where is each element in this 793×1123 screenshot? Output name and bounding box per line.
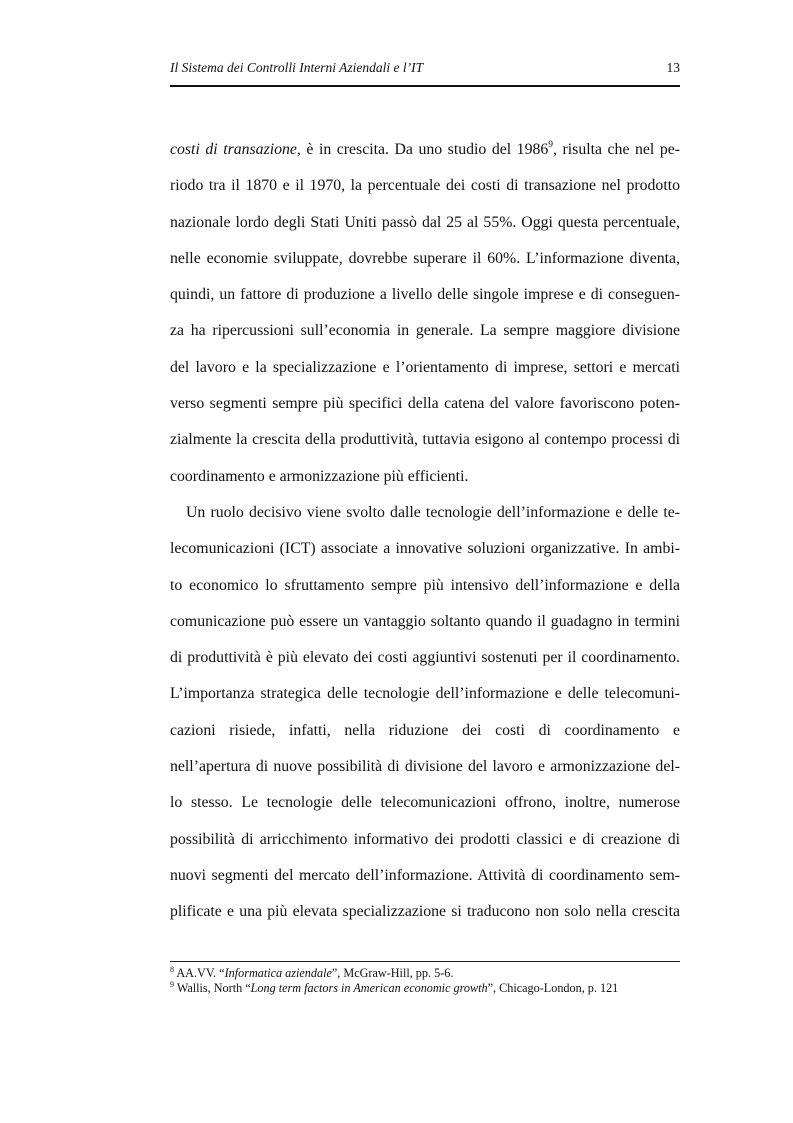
footnote-number: 8 <box>170 965 174 974</box>
footnote-title: Long term factors in American economic growth <box>250 981 488 995</box>
text-run: , risulta che nel pe- <box>553 141 681 158</box>
footnote-number: 9 <box>170 980 174 989</box>
paragraph1-line: za ha ripercussioni sull’economia in generale. La sempre maggiore divisione <box>170 322 680 340</box>
running-header <box>170 60 680 80</box>
text-run: ”, Chicago-London, p. 121 <box>487 981 619 995</box>
paragraph2-line: L’importanza strategica delle tecnologie dell’informazione e delle telecomuni- <box>170 685 680 703</box>
footnote-title: Informatica aziendale <box>224 966 332 980</box>
paragraph1-line: zialmente la crescita della produttività, tuttavia esigono al contempo processi di <box>170 431 680 449</box>
paragraph2-line: comunicazione può essere un vantaggio soltanto quando il guadagno in termini <box>170 612 680 630</box>
footnote-rule <box>170 961 680 962</box>
paragraph2-line: lo stesso. Le tecnologie delle telecomunicazioni offrono, inoltre, numerose <box>170 794 680 812</box>
paragraph2-line: lecomunicazioni (ICT) associate a innovative soluzioni organizzative. In ambi- <box>170 540 680 558</box>
italic-term: costi di transazione <box>170 141 297 158</box>
footnote-9 <box>170 981 690 996</box>
paragraph2-line: plificate e una più elevata specializzazione si traducono non solo nella crescita <box>170 903 680 921</box>
paragraph1-line: nazionale lordo degli Stati Uniti passò dal 25 al 55%. Oggi questa percentuale, <box>170 213 680 231</box>
paragraph1-line: verso segmenti sempre più specifici della catena del valore favoriscono poten- <box>170 395 680 413</box>
footnote-ref-9: 9 <box>548 140 554 150</box>
text-run: , è in crescita. Da uno studio del 1986 <box>296 141 549 158</box>
paragraph1-line: riodo tra il 1870 e il 1970, la percentuale dei costi di transazione nel prodotto <box>170 177 680 195</box>
paragraph1-line: del lavoro e la specializzazione e l’orientamento di imprese, settori e mercati <box>170 358 680 376</box>
paragraph2-line: nell’apertura di nuove possibilità di divisione del lavoro e armonizzazione del- <box>170 758 680 776</box>
paragraph2-line: cazioni risiede, infatti, nella riduzione dei costi di coordinamento e <box>170 721 680 739</box>
header-rule <box>170 85 680 87</box>
paragraph1-line <box>170 132 680 168</box>
paragraph1-line: nelle economie sviluppate, dovrebbe superare il 60%. L’informazione diventa, <box>170 249 680 267</box>
running-title: Il Sistema dei Controlli Interni Aziendali e l’IT <box>170 60 424 75</box>
text-run: ”, McGraw-Hill, pp. 5-6. <box>331 966 454 980</box>
paragraph2-line: Un ruolo decisivo viene svolto dalle tecnologie dell’informazione e delle te- <box>186 503 680 521</box>
text-run: Wallis, North “ <box>174 981 251 995</box>
paragraph2-line: to economico lo sfruttamento sempre più intensivo dell’informazione e della <box>170 576 680 594</box>
paragraph1-line: quindi, un fattore di produzione a livello delle singole imprese e di conseguen- <box>170 286 680 304</box>
text-run: AA.VV. “ <box>174 966 225 980</box>
paragraph2-line: possibilità di arricchimento informativo dei prodotti classici e di creazione di <box>170 830 680 848</box>
page-number: 13 <box>666 60 680 75</box>
footnotes <box>170 966 690 996</box>
body-text <box>170 132 680 931</box>
paragraph2-line: nuovi segmenti del mercato dell’informazione. Attività di coordinamento sem- <box>170 866 680 884</box>
footnote-8 <box>170 966 690 981</box>
paragraph2-line: di produttività è più elevato dei costi aggiuntivi sostenuti per il coordinamento. <box>170 649 680 667</box>
paragraph1-line: coordinamento e armonizzazione più efficienti. <box>170 467 469 485</box>
